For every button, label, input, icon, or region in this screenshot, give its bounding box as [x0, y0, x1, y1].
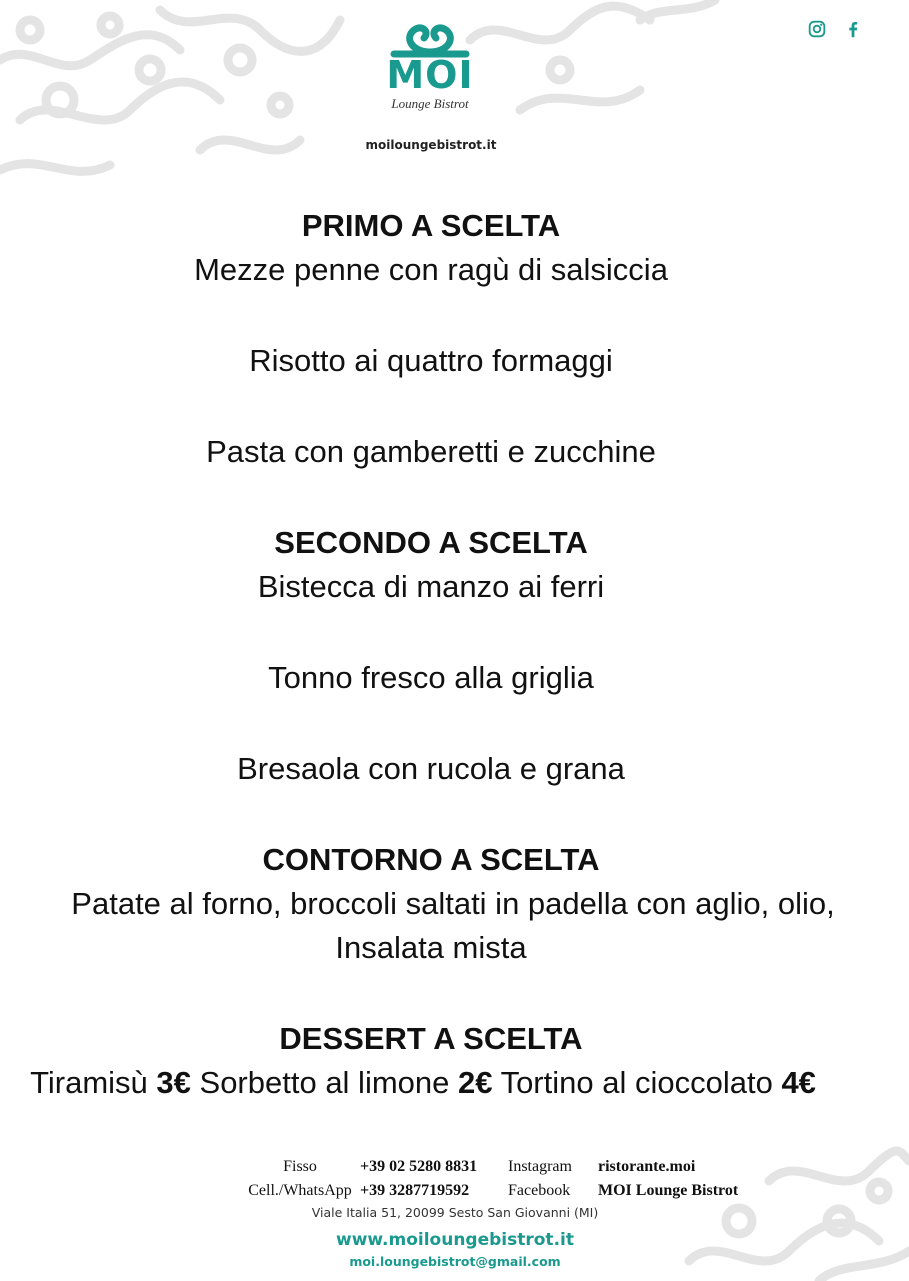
dessert-line	[0, 1061, 862, 1105]
menu-item: Bistecca di manzo ai ferri	[257, 569, 605, 604]
facebook-label: Facebook	[508, 1182, 571, 1199]
website-link[interactable]: www.moiloungebistrot.it	[336, 1230, 574, 1250]
dessert-price: 4€	[781, 1065, 816, 1100]
section-contorno	[0, 838, 862, 970]
section-secondo	[0, 521, 862, 791]
section-heading: CONTORNO A SCELTA	[262, 842, 600, 877]
section-heading: DESSERT A SCELTA	[279, 1021, 583, 1056]
section-heading: PRIMO A SCELTA	[301, 208, 561, 243]
menu-item: Bresaola con rucola e grana	[237, 751, 625, 786]
logo-bow-icon	[382, 18, 478, 58]
section-heading: SECONDO A SCELTA	[274, 525, 588, 560]
menu	[0, 204, 862, 1119]
brand-logo	[360, 18, 500, 112]
phone-label: Fisso	[283, 1158, 317, 1175]
instagram-icon[interactable]	[806, 18, 828, 40]
contact-row	[240, 1179, 740, 1203]
facebook-page[interactable]: MOI Lounge Bistrot	[598, 1182, 739, 1199]
menu-item: Pasta con gamberetti e zucchine	[206, 434, 656, 469]
mobile-number[interactable]: +39 3287719592	[360, 1182, 470, 1199]
phone-number[interactable]: +39 02 5280 8831	[360, 1158, 478, 1175]
menu-item: Patate al forno, broccoli saltati in padella con aglio, olio,	[71, 886, 835, 921]
address: Viale Italia 51, 20099 Sesto San Giovanni (MI)	[311, 1205, 599, 1220]
dessert-price: 3€	[156, 1065, 191, 1100]
brand-name: MOI	[386, 53, 474, 97]
website-header[interactable]: moiloungebistrot.it	[365, 138, 497, 152]
dessert-price: 2€	[458, 1065, 493, 1100]
contact-row	[240, 1155, 740, 1179]
section-dessert	[0, 1017, 862, 1105]
contacts-block	[240, 1155, 740, 1203]
menu-item: Mezze penne con ragù di salsiccia	[194, 252, 668, 287]
mobile-label: Cell./WhatsApp	[248, 1182, 352, 1199]
dessert-name: Sorbetto al limone	[199, 1065, 450, 1100]
section-primo	[0, 204, 862, 474]
instagram-handle[interactable]: ristorante.moi	[598, 1158, 696, 1175]
dessert-name: Tiramisù	[30, 1065, 148, 1100]
social-links	[806, 18, 864, 40]
facebook-icon[interactable]	[842, 18, 864, 40]
dessert-name: Tortino al cioccolato	[500, 1065, 773, 1100]
email-link[interactable]: moi.loungebistrot@gmail.com	[349, 1254, 561, 1269]
menu-item: Risotto ai quattro formaggi	[249, 343, 613, 378]
menu-item: Tonno fresco alla griglia	[268, 660, 594, 695]
brand-tagline: Lounge Bistrot	[391, 96, 469, 111]
menu-item: Insalata mista	[335, 930, 527, 965]
instagram-label: Instagram	[508, 1158, 572, 1175]
